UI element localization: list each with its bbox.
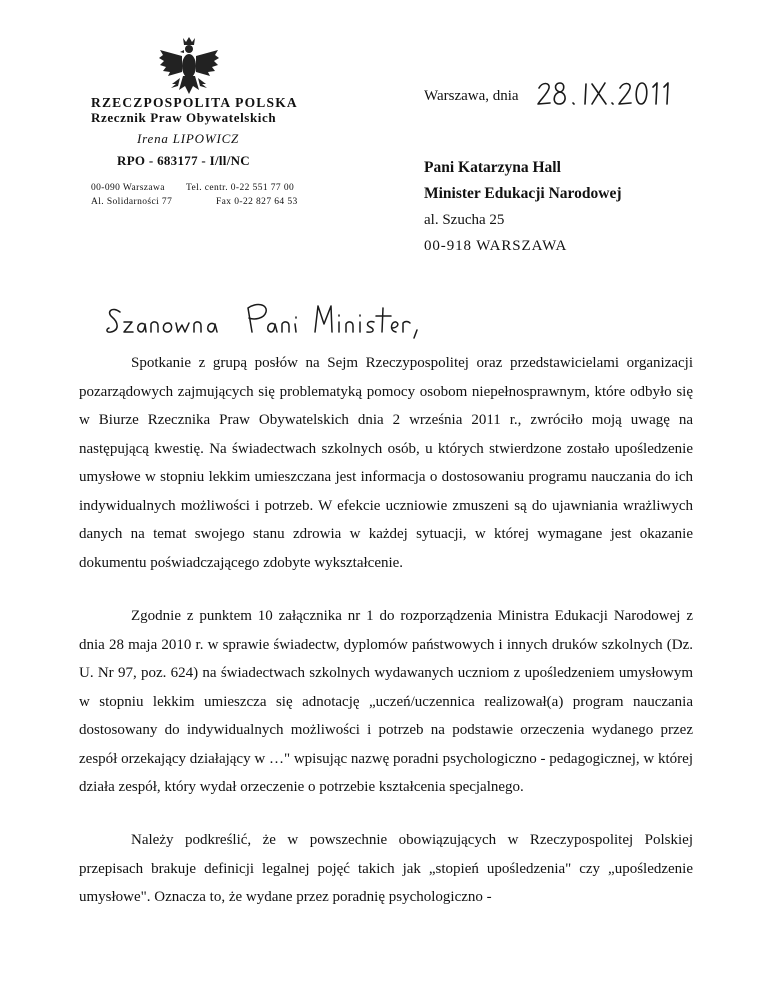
body-paragraph-2: Zgodnie z punktem 10 załącznika nr 1 do rozporządzenia Ministra Edukacji Narodowej z dnia 28 maja 2010 r. w sprawie świadectw, dyplomów państwowych i innych druków szkolnych (Dz. U. Nr 97, poz. 624) na świadectwach szkolnych wydawanych uczniom z upośledzeniem umysłowym w stopniu lekkim umieszcza się adnotację „uczeń/uczennica realizował(a) program nauczania dostosowany do indywidualnych możliwości i potrzeb na podstawie orzeczenia wydanego przez zespół orzekający działający w …" wpisując nazwę poradni psychologiczno - pedagogicznej, w której działa zespół, który wydał orzeczenie o potrzebie kształcenia specjalnego.: [79, 608, 693, 795]
recipient-city: 00-918 WARSZAWA: [424, 238, 568, 254]
recipient-name: Pani Katarzyna Hall: [424, 159, 561, 176]
sender-address-line2: Al. Solidarności 77: [91, 197, 173, 207]
letterhead-person-name: Irena LIPOWICZ: [137, 131, 240, 146]
recipient-title: Minister Edukacji Narodowej: [424, 185, 622, 202]
letterhead-office-name: Rzecznik Praw Obywatelskich: [91, 110, 277, 125]
sender-fax: Fax 0-22 827 64 53: [216, 197, 298, 207]
handwritten-date: [536, 79, 676, 111]
eagle-emblem-icon: [158, 36, 220, 102]
date-label: Warszawa, dnia: [424, 88, 519, 104]
body-paragraph-3: Należy podkreślić, że w powszechnie obowiązujących w Rzeczypospolitej Polskiej przepisach brakuje definicji legalnej pojęć takich jak „stopień upośledzenia" czy „upośledzenie umysłowe". Oznacza to, że wydane przez poradnię psychologiczno -: [79, 832, 693, 905]
sender-phone: Tel. centr. 0-22 551 77 00: [186, 183, 295, 193]
handwritten-salutation: [106, 300, 422, 348]
letterhead-org-name: RZECZPOSPOLITA POLSKA: [91, 95, 298, 110]
reference-number: RPO - 683177 - I/ll/NC: [117, 153, 250, 168]
body-paragraph-1: Spotkanie z grupą posłów na Sejm Rzeczypospolitej oraz przedstawicielami organizacji pozarządowych zajmujących się problematyką pomocy osobom niepełnosprawnym, które odbyło się w Biurze Rzecznika Praw Obywatelskich dnia 2 września 2011 r., zwróciło moją uwagę na następującą kwestię. Na świadectwach szkolnych osób, u których stwierdzone zostało upośledzenie umysłowe w stopniu lekkim umieszczana jest informacja o dostosowaniu programu nauczania do ich indywidualnych możliwości i potrzeb. W efekcie uczniowie zmuszeni są do ujawniania wrażliwych danych na temat swojego stanu zdrowia w każdej sytuacji, w której wymagane jest okazanie dokumentu poświadczającego zdobyte wykształcenie.: [79, 355, 693, 571]
recipient-street: al. Szucha 25: [424, 212, 505, 228]
sender-address-line1: 00-090 Warszawa: [91, 183, 165, 193]
